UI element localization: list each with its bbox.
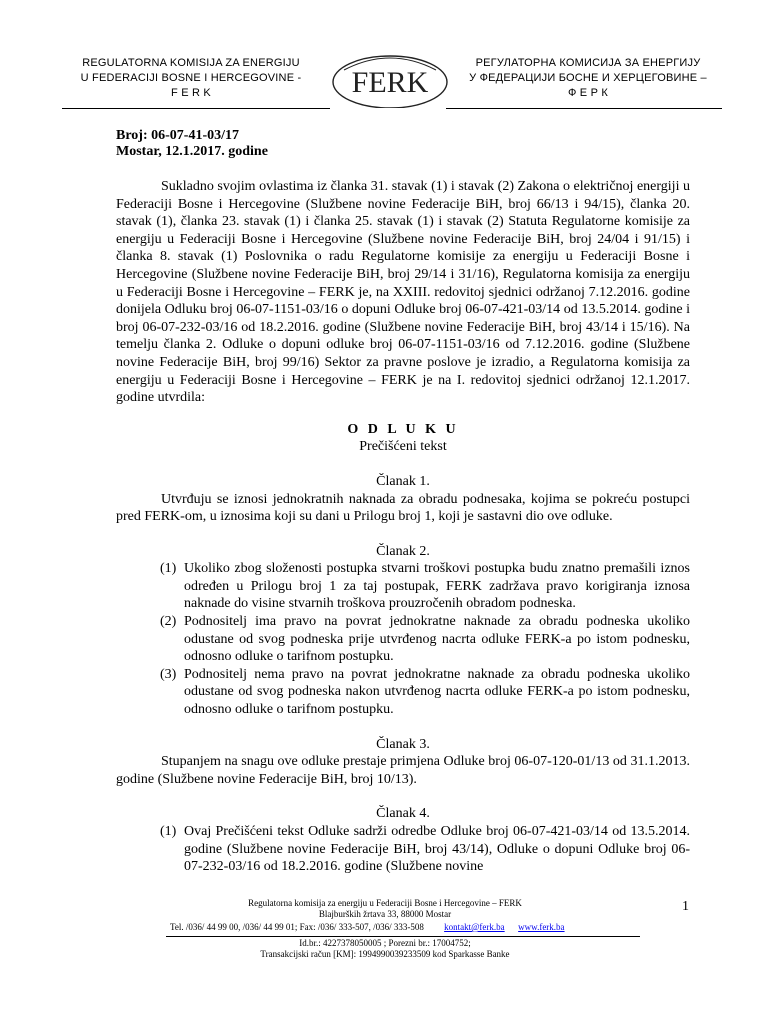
- list-item-text: Podnositelj nema pravo na povrat jednokratne naknade za obradu podneska ukoliko odustane od svog podneska nakon utvrđenog nacrta odluke FERK-a po istom podnesku, odnosno odluke o tarifnom postupku.: [184, 666, 690, 718]
- header-right-cyrillic: [452, 56, 724, 101]
- header-right-line-1: РЕГУЛАТОРНА КОМИСИЈА ЗА ЕНЕРГИЈУ: [475, 57, 701, 69]
- page-number: 1: [682, 899, 689, 914]
- header-divider-left: [62, 108, 330, 109]
- list-item-number: (3): [160, 666, 177, 682]
- ferk-logo-text: FERK: [351, 66, 429, 99]
- footer-org-name: Regulatorna komisija za energiju u Federaciji Bosne i Hercegovine – FERK: [248, 898, 522, 908]
- header-divider-right: [446, 108, 722, 109]
- list-item: [160, 560, 690, 613]
- list-item-number: (2): [160, 614, 177, 630]
- header-left-line-2: U FEDERACIJI BOSNE I HERCEGOVINE -: [80, 72, 302, 84]
- list-item-text: Ovaj Prečišćeni tekst Odluke sadrži odredbe Odluke broj 06-07-421-03/14 od 13.5.2014. godine (Službene novine Federacije BiH, broj 43/14), Odluke o dopuni Odluke broj 06-07-232-03/16 od 18.2.2016. godine (Službene novine: [184, 824, 690, 875]
- list-item-text: Podnositelj ima pravo na povrat jednokratne naknade za obradu podneska ukoliko odustane od svog podneska prije utvrđenog nacrta odluke FERK-a po istom podnesku, odnosno odluke o tarifnom postupku.: [184, 614, 690, 665]
- footer-bank: Transakcijski račun [KM]: 1994990039233509 kod Sparkasse Banke: [260, 949, 510, 959]
- footer-address: [150, 898, 620, 920]
- article-1-text: Utvrđuju se iznosi jednokratnih naknada za obradu podnesaka, kojima se pokreću postupci pred FERK-om, u iznosima koji su dani u Prilogu broj 1, koji je sastavni dio ove odluke.: [116, 491, 690, 525]
- footer-registration: [150, 938, 620, 960]
- document-reference: [116, 128, 268, 160]
- list-item-number: (1): [160, 824, 177, 839]
- footer-ids: Id.br.: 4227378050005 ; Porezni br.: 17004752;: [299, 938, 471, 948]
- document-body: [116, 178, 690, 876]
- article-2-list: [116, 560, 690, 718]
- intro-paragraph: Sukladno svojim ovlastima iz članka 31. stavak (1) i stavak (2) Zakona o električnoj energiji u Federaciji Bosne i Hercegovine (Službene novine Federacije BiH, broj 66/13 i 94/15), članka 20. stavak (1), članka 23. stavak (1) i članka 25. stavak (1) i stavak (2) Statuta Regulatorne komisije za energiju u Federaciji Bosne i Hercegovine (Službene novine Federacije BiH, broj 24/04 i 91/15) i članka 8. stavak (1) Poslovnika o radu Regulatorne komisije za energiju u Federaciji Bosne i Hercegovine (Službene novine Federacije BiH, broj 29/14 i 31/16), Regulatorna komisija za energiju u Federaciji Bosne i Hercegovine – FERK je, na XXIII. redovitoj sjednici održanoj 7.12.2016. godine donijela Odluku broj 06-07-1151-03/16 o dopuni Odluke broj 06-07-421-03/14 od 13.5.2014. godine i broj 06-07-232-03/16 od 18.2.2016. godine (Službene novine Federacije BiH, broj 43/14 i 15/16). Na temelju članka 2. Odluke o dopuni odluke broj 06-07-1151-03/16 od 7.12.2016. godine (Službene novine Federacije BiH, broj 99/16) Sektor za pravne poslove je izradio, a Regulatorna komisija za energiju u Federaciji Bosne i Hercegovine – FERK je na I. redovitoj sjednici održanoj 12.1.2017. godine utvrdila:: [116, 179, 690, 406]
- decision-subtitle: Prečišćeni tekst: [359, 439, 447, 455]
- article-4-list: [116, 823, 690, 876]
- footer-phones: Tel. /036/ 44 99 00, /036/ 44 99 01; Fax: /036/ 333-507, /036/ 333-508: [170, 922, 424, 932]
- document-number: Broj: 06-07-41-03/17: [116, 128, 239, 143]
- list-item-number: (1): [160, 561, 177, 577]
- article-3-text: Stupanjem na snagu ove odluke prestaje primjena Odluke broj 06-07-120-01/13 od 31.1.2013. godine (Službene novine Federacije BiH, broj 10/13).: [116, 754, 690, 787]
- header-right-line-2: У ФЕДЕРАЦИЈИ БОСНЕ И ХЕРЦЕГОВИНЕ –: [469, 72, 707, 84]
- article-4-heading: Članak 4.: [376, 806, 430, 822]
- header-left-line-3: F E R K: [171, 87, 211, 99]
- article-3-heading: Članak 3.: [376, 736, 430, 752]
- document-place-date: Mostar, 12.1.2017. godine: [116, 144, 268, 159]
- list-item: [160, 666, 690, 719]
- list-item: [160, 613, 690, 666]
- header-left-line-1: REGULATORNA KOMISIJA ZA ENERGIJU: [82, 57, 300, 69]
- footer-email-link[interactable]: kontakt@ferk.ba: [444, 922, 505, 932]
- list-item-text: Ukoliko zbog složenosti postupka stvarni troškovi postupka budu znatno premašili iznos određen u Prilogu broj 1 za taj postupak, FERK zadržava pravo korigiranja iznosa naknade do visine stvarnih troškova prouzročenih obradom podneska.: [184, 561, 690, 612]
- decision-title: O D L U K U: [347, 421, 459, 437]
- list-item: [160, 823, 690, 876]
- header-right-line-3: Ф Е Р К: [567, 87, 608, 99]
- ferk-logo: [330, 52, 450, 108]
- footer-website-link[interactable]: www.ferk.ba: [518, 922, 565, 932]
- footer-street: Blajburških žrtava 33, 88000 Mostar: [318, 909, 452, 919]
- article-2-heading: Članak 2.: [376, 543, 430, 559]
- footer-divider: [166, 936, 640, 937]
- footer-contacts: [170, 922, 565, 933]
- article-1-heading: Članak 1.: [376, 473, 430, 489]
- header-left-latin: [56, 56, 326, 101]
